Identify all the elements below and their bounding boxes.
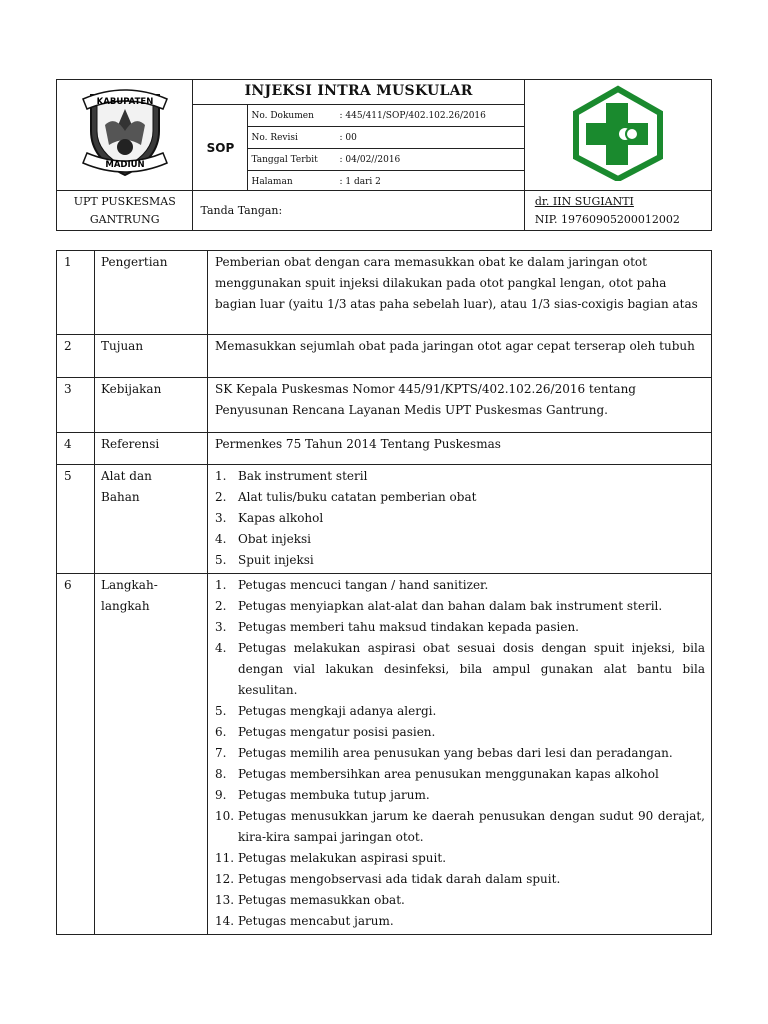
list-item <box>215 848 705 869</box>
item-number: 14. <box>215 914 235 928</box>
meta-key: Halaman <box>251 177 293 187</box>
equipment-list <box>215 466 705 571</box>
meta-key: No. Revisi <box>251 132 298 143</box>
row-number: 4 <box>57 433 95 465</box>
list-item <box>215 550 705 571</box>
item-text: Petugas mengatur posisi pasien. <box>238 725 436 739</box>
meta-key: Tanggal Terbit <box>251 154 318 165</box>
item-text: Petugas mencuci tangan / hand sanitizer. <box>238 578 489 592</box>
item-text: Petugas memilih area penusukan yang bebas dari lesi dan peradangan. <box>238 746 673 760</box>
row-label-line: Bahan <box>101 490 140 504</box>
row-text: SK Kepala Puskesmas Nomor 445/91/KPTS/402.102.26/2016 tentang Penyusunan Rencana Layanan Medis UPT Puskesmas Gantrung. <box>208 378 712 433</box>
logo-text-bottom: MADIUN <box>105 160 145 170</box>
item-text: Bak instrument steril <box>238 469 368 483</box>
row-number: 3 <box>57 378 95 433</box>
kabupaten-madiun-logo <box>75 85 175 181</box>
signatory-name: dr. IIN SUGIANTI <box>534 194 634 208</box>
puskesmas-logo-cell <box>524 80 711 191</box>
puskesmas-cross-logo <box>568 85 668 181</box>
row-label: Referensi <box>95 433 208 465</box>
row-label <box>95 574 208 935</box>
item-number: 8. <box>215 767 227 781</box>
logo-text-top: KABUPATEN <box>96 97 154 107</box>
list-item <box>215 487 705 508</box>
item-number: 3. <box>215 511 227 525</box>
list-item <box>215 508 705 529</box>
row-text <box>208 465 712 574</box>
row-label-line: Langkah- <box>101 578 158 592</box>
list-item <box>215 596 705 617</box>
item-text: Petugas melakukan aspirasi spuit. <box>238 851 447 865</box>
item-number: 1. <box>215 578 227 592</box>
row-label: Tujuan <box>95 335 208 378</box>
list-item <box>215 617 705 638</box>
item-text: Petugas melakukan aspirasi obat sesuai dosis dengan spuit injeksi, bila dengan vial lakukan desinfeksi, bila ampul gunakan alat bantu bila kesulitan. <box>238 641 705 697</box>
row-label-line: Alat dan <box>101 469 152 483</box>
table-row <box>57 335 712 378</box>
list-item <box>215 869 705 890</box>
procedure-steps-list <box>215 575 705 932</box>
item-number: 3. <box>215 620 227 634</box>
list-item <box>215 529 705 550</box>
unit-name-line1: UPT PUSKESMAS <box>73 194 176 208</box>
table-row <box>57 251 712 335</box>
row-text: Permenkes 75 Tahun 2014 Tentang Puskesmas <box>208 433 712 465</box>
meta-key: No. Dokumen <box>251 110 314 121</box>
list-item <box>215 890 705 911</box>
list-item <box>215 466 705 487</box>
item-number: 13. <box>215 893 235 907</box>
item-number: 2. <box>215 599 227 613</box>
sop-content-table <box>56 250 712 935</box>
meta-row-revision <box>248 127 523 149</box>
row-label: Pengertian <box>95 251 208 335</box>
item-number: 10. <box>215 809 235 823</box>
meta-value: : 445/411/SOP/402.102.26/2016 <box>339 110 486 121</box>
item-number: 2. <box>215 490 227 504</box>
signatory-nip: NIP. 19760905200012002 <box>534 212 680 226</box>
item-text: Petugas menyiapkan alat-alat dan bahan dalam bak instrument steril. <box>238 599 663 613</box>
row-number: 2 <box>57 335 95 378</box>
item-text: Petugas mencabut jarum. <box>238 914 394 928</box>
item-text: Kapas alkohol <box>238 511 324 525</box>
list-item <box>215 638 705 701</box>
row-number: 6 <box>57 574 95 935</box>
signatory-cell <box>524 191 711 231</box>
list-item <box>215 911 705 932</box>
item-text: Petugas membuka tutup jarum. <box>238 788 430 802</box>
row-text <box>208 574 712 935</box>
meta-value: : 1 dari 2 <box>339 177 381 187</box>
table-row <box>57 465 712 574</box>
item-text: Petugas memasukkan obat. <box>238 893 405 907</box>
meta-row-page <box>248 171 523 193</box>
item-text: Petugas mengkaji adanya alergi. <box>238 704 437 718</box>
item-text: Petugas menusukkan jarum ke daerah penusukan dengan sudut 90 derajat, kira-kira sampai jaringan otot. <box>238 809 705 844</box>
table-row <box>57 433 712 465</box>
unit-name-cell <box>57 191 193 231</box>
row-label-line: langkah <box>101 599 150 613</box>
row-number: 5 <box>57 465 95 574</box>
unit-name-line2: GANTRUNG <box>89 212 160 226</box>
page-title: INJEKSI INTRA MUSKULAR <box>193 80 523 105</box>
item-number: 5. <box>215 553 227 567</box>
list-item <box>215 722 705 743</box>
item-number: 7. <box>215 746 227 760</box>
list-item <box>215 701 705 722</box>
item-number: 4. <box>215 641 227 655</box>
list-item <box>215 764 705 785</box>
item-text: Spuit injeksi <box>238 553 314 567</box>
meta-row-issue-date <box>248 149 523 171</box>
signature-label: Tanda Tangan: <box>200 204 283 217</box>
meta-row-document-number <box>248 105 523 127</box>
list-item <box>215 575 705 596</box>
item-number: 4. <box>215 532 227 546</box>
table-row <box>57 378 712 433</box>
sop-label: SOP <box>193 105 248 190</box>
item-number: 12. <box>215 872 235 886</box>
item-text: Alat tulis/buku catatan pemberian obat <box>238 490 477 504</box>
list-item <box>215 806 705 848</box>
list-item <box>215 743 705 764</box>
document-info-cell <box>193 80 524 191</box>
item-text: Petugas memberi tahu maksud tindakan kepada pasien. <box>238 620 579 634</box>
row-label <box>95 465 208 574</box>
table-row <box>57 574 712 935</box>
row-number: 1 <box>57 251 95 335</box>
item-number: 9. <box>215 788 227 802</box>
row-text: Memasukkan sejumlah obat pada jaringan otot agar cepat terserap oleh tubuh <box>208 335 712 378</box>
regency-logo-cell <box>57 80 193 191</box>
item-number: 5. <box>215 704 227 718</box>
item-number: 6. <box>215 725 227 739</box>
item-text: Petugas membersihkan area penusukan menggunakan kapas alkohol <box>238 767 659 781</box>
item-text: Obat injeksi <box>238 532 311 546</box>
list-item <box>215 785 705 806</box>
meta-value: : 00 <box>339 132 357 143</box>
row-label: Kebijakan <box>95 378 208 433</box>
item-number: 1. <box>215 469 227 483</box>
item-number: 11. <box>215 851 235 865</box>
header-table <box>56 79 712 231</box>
signature-cell <box>193 191 524 231</box>
row-text: Pemberian obat dengan cara memasukkan obat ke dalam jaringan otot menggunakan spuit injeksi dilakukan pada otot pangkal lengan, otot paha bagian luar (yaitu 1/3 atas paha sebelah luar), atau 1/3 sias-coxigis bagian atas <box>208 251 712 335</box>
item-text: Petugas mengobservasi ada tidak darah dalam spuit. <box>238 872 561 886</box>
meta-value: : 04/02//2016 <box>339 154 401 165</box>
